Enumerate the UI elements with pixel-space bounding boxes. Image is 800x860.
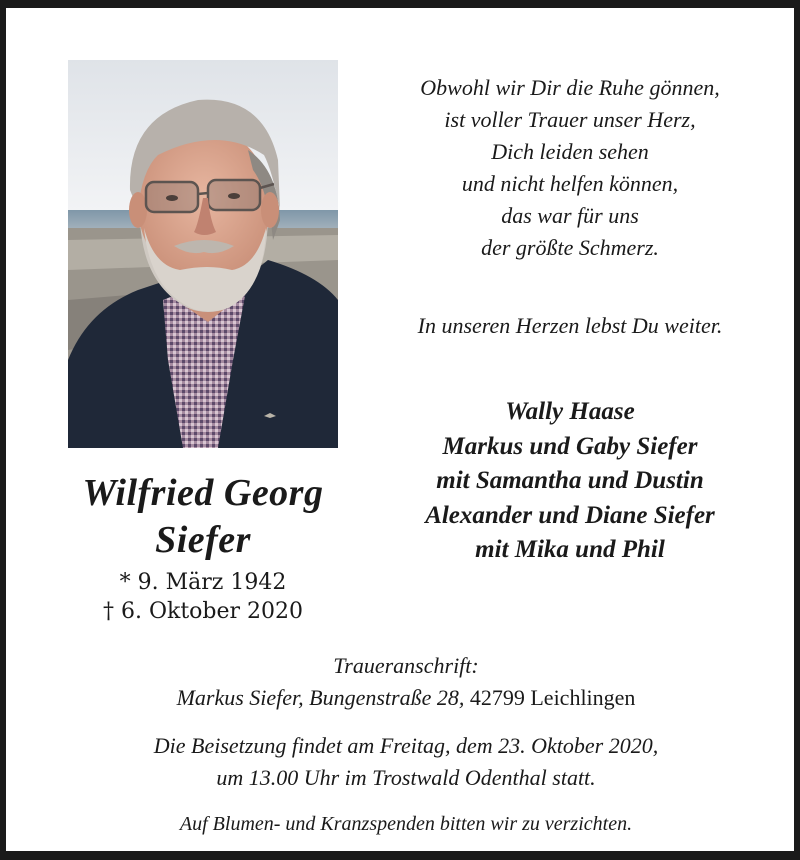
family-line: Markus und Gaby Siefer	[442, 432, 698, 460]
poem-line: ist voller Trauer unser Herz,	[444, 107, 696, 132]
burial-info	[26, 730, 786, 794]
name-line-2: Siefer	[155, 519, 251, 561]
poem-line: und nicht helfen können,	[461, 171, 679, 196]
address-postal-city: 42799 Leichlingen	[469, 685, 636, 710]
address-label: Traueranschrift:	[333, 653, 479, 678]
poem-line: das war für uns	[501, 203, 639, 228]
portrait-photo	[68, 60, 338, 448]
address-text	[26, 682, 786, 714]
family-line: mit Samantha und Dustin	[436, 467, 704, 494]
motto: In unseren Herzen lebst Du weiter.	[417, 313, 723, 338]
family-line: Wally Haase	[505, 398, 635, 425]
poem	[378, 72, 762, 264]
family-signatures	[378, 395, 762, 568]
poem-line: der größte Schmerz.	[481, 235, 659, 260]
death-date: † 6. Oktober 2020	[102, 599, 304, 624]
poem-line: Obwohl wir Dir die Ruhe gönnen,	[420, 75, 720, 100]
birth-date: * 9. März 1942	[119, 570, 287, 595]
life-dates	[48, 568, 358, 626]
deceased-name	[48, 470, 358, 564]
name-line-1: Wilfried Georg	[82, 472, 324, 514]
poem-line: Dich leiden sehen	[491, 139, 649, 164]
address-name-street: Markus Siefer, Bungenstraße 28,	[176, 685, 465, 710]
burial-line-1: Die Beisetzung findet am Freitag, dem 23. Oktober 2020,	[153, 733, 659, 758]
family-line: Alexander und Diane Siefer	[425, 501, 715, 529]
burial-line-2: um 13.00 Uhr im Trostwald Odenthal statt.	[216, 765, 596, 790]
flowers-note: Auf Blumen- und Kranzspenden bitten wir zu verzichten.	[179, 813, 633, 835]
mourning-address	[26, 650, 786, 714]
family-line: mit Mika und Phil	[475, 536, 665, 563]
